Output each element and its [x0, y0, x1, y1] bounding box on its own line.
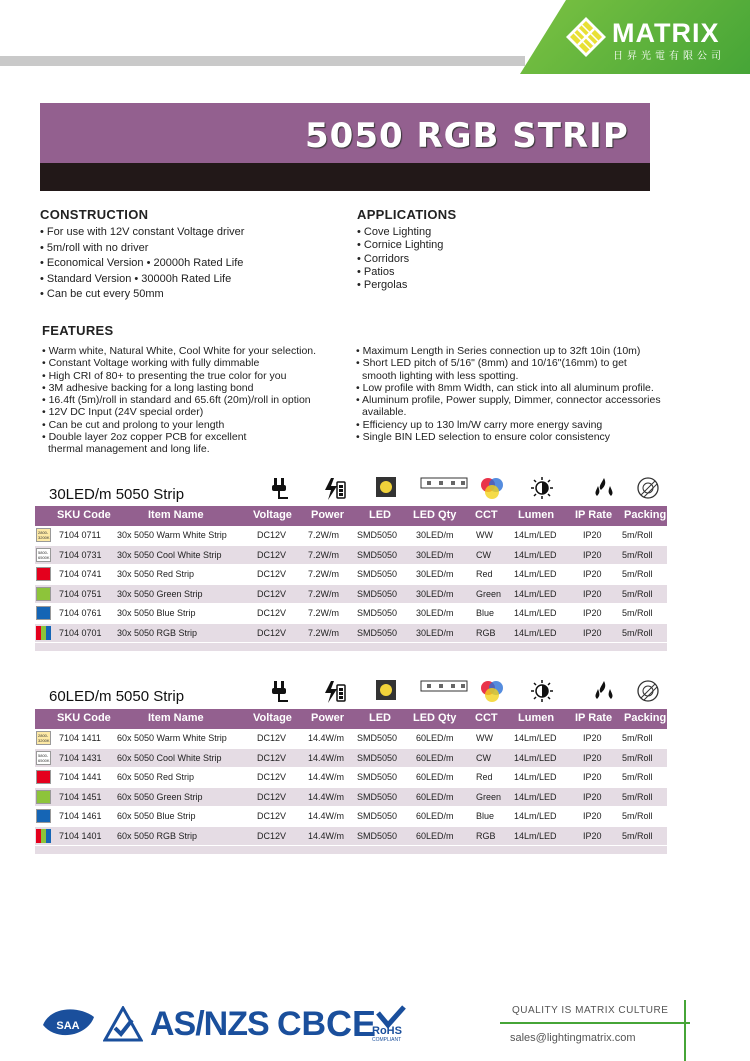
column-header: Voltage — [253, 509, 292, 521]
column-header: Power — [311, 509, 345, 521]
cell-cct: WW — [476, 530, 493, 540]
cell-ip: IP20 — [583, 733, 602, 743]
table-row — [35, 827, 667, 847]
cell-ip: IP20 — [583, 530, 602, 540]
cell-pack: 5m/Roll — [622, 588, 653, 599]
cell-name: 60x 5050 Warm White Strip — [117, 733, 227, 743]
swatch-label: 5800-6500K — [38, 549, 50, 560]
cell-led: SMD5050 — [357, 772, 398, 782]
cell-ip: IP20 — [583, 752, 602, 763]
table-row — [35, 749, 667, 769]
feature-item: • 12V DC Input (24V special order) — [42, 406, 316, 418]
cell-pack: 5m/Roll — [622, 530, 653, 540]
applications-list — [357, 226, 443, 292]
cell-name: 60x 5050 Blue Strip — [117, 811, 196, 821]
cell-cct: RGB — [476, 627, 496, 638]
feature-item: • Warm white, Natural White, Cool White for your selection. — [42, 345, 316, 357]
spec-table-60 — [35, 709, 667, 854]
cell-lumen: 14Lm/LED — [514, 627, 557, 638]
ce-mark: CE — [326, 1003, 377, 1044]
color-swatch — [36, 587, 51, 601]
cell-lumen: 14Lm/LED — [514, 569, 557, 579]
feature-item: • Maximum Length in Series connection up to 32ft 10in (10m) — [356, 345, 661, 357]
packing-reel-icon — [636, 476, 660, 505]
cell-cct: Green — [476, 791, 502, 802]
cell-cct: Red — [476, 772, 493, 782]
color-swatch — [36, 751, 51, 765]
cell-ip: IP20 — [583, 588, 602, 599]
column-header: Lumen — [518, 509, 555, 521]
applications-item: • Cove Lighting — [357, 226, 443, 239]
table-footer — [35, 846, 667, 854]
cell-sku: 7104 0701 — [59, 627, 102, 638]
rgb-color-icon — [480, 476, 504, 505]
cell-voltage: DC12V — [257, 733, 287, 743]
column-header: LED — [369, 712, 391, 724]
feature-item: smooth lighting with less spotting. — [362, 369, 519, 382]
asnzs-mark: AS/NZS — [150, 1005, 269, 1043]
cell-qty: 30LED/m — [416, 627, 454, 638]
color-swatch — [36, 731, 51, 745]
feature-item: • Single BIN LED selection to ensure color consistency — [356, 431, 661, 443]
construction-heading: CONSTRUCTION — [40, 207, 149, 222]
construction-item: • Economical Version • 20000h Rated Life — [40, 256, 244, 272]
swatch-label: 2800-3200K — [38, 530, 50, 540]
column-header: LED Qty — [413, 509, 457, 521]
cell-led: SMD5050 — [357, 549, 398, 560]
features-heading: FEATURES — [42, 323, 114, 338]
cell-led: SMD5050 — [357, 811, 398, 821]
cell-power: 7.2W/m — [308, 627, 340, 638]
color-swatch — [36, 548, 51, 562]
feature-item: • Aluminum profile, Power supply, Dimmer, connector accessories — [356, 394, 661, 406]
cell-voltage: DC12V — [257, 752, 287, 763]
feature-item: thermal management and long life. — [48, 443, 210, 456]
cell-ip: IP20 — [583, 772, 602, 782]
feature-item: available. — [362, 406, 407, 419]
construction-item: • Standard Version • 30000h Rated Life — [40, 272, 244, 288]
cell-ip: IP20 — [583, 791, 602, 802]
cell-lumen: 14Lm/LED — [514, 608, 557, 618]
cell-cct: WW — [476, 733, 493, 743]
led-chip-icon — [375, 679, 397, 706]
cell-cct: Green — [476, 588, 502, 599]
cell-ip: IP20 — [583, 830, 602, 841]
lumen-sun-icon — [530, 476, 554, 505]
cell-pack: 5m/Roll — [622, 752, 653, 763]
packing-reel-icon — [636, 679, 660, 708]
ip-waterdrop-icon — [592, 679, 616, 708]
features-right-list — [356, 345, 661, 443]
cell-name: 30x 5050 Red Strip — [117, 569, 195, 579]
features-left-list — [42, 345, 316, 456]
cell-sku: 7104 0751 — [59, 588, 102, 599]
cell-lumen: 14Lm/LED — [514, 772, 557, 782]
cell-sku: 7104 1461 — [59, 811, 102, 821]
cell-name: 30x 5050 Green Strip — [117, 588, 203, 599]
cell-power: 14.4W/m — [308, 811, 345, 821]
table-30-title: 30LED/m 5050 Strip — [49, 486, 185, 503]
feature-item: • Short LED pitch of 5/16" (8mm) and 10/16"(16mm) to get — [356, 357, 661, 369]
cell-ip: IP20 — [583, 569, 602, 579]
column-header: LED Qty — [413, 712, 457, 724]
cell-led: SMD5050 — [357, 569, 398, 579]
color-swatch — [36, 528, 51, 542]
footer-divider — [500, 1022, 690, 1024]
cell-qty: 60LED/m — [416, 791, 454, 802]
cell-voltage: DC12V — [257, 569, 287, 579]
spec-table-30 — [35, 506, 667, 651]
color-swatch — [36, 809, 51, 823]
table-row — [35, 604, 667, 624]
cell-pack: 5m/Roll — [622, 772, 653, 782]
cell-pack: 5m/Roll — [622, 811, 653, 821]
cell-power: 14.4W/m — [308, 791, 345, 802]
cell-sku: 7104 1441 — [59, 772, 102, 782]
cell-name: 60x 5050 RGB Strip — [117, 830, 198, 841]
cell-power: 7.2W/m — [308, 530, 340, 540]
cell-voltage: DC12V — [257, 830, 287, 841]
cell-name: 30x 5050 RGB Strip — [117, 627, 198, 638]
cell-ip: IP20 — [583, 627, 602, 638]
cell-qty: 60LED/m — [416, 752, 454, 763]
column-header: Lumen — [518, 712, 555, 724]
cell-ip: IP20 — [583, 811, 602, 821]
cell-voltage: DC12V — [257, 549, 287, 560]
column-header: Packing — [624, 712, 667, 724]
matrix-logo-icon — [565, 16, 607, 58]
cell-cct: CW — [476, 752, 491, 763]
cell-pack: 5m/Roll — [622, 791, 653, 802]
cell-led: SMD5050 — [357, 791, 398, 802]
cell-name: 60x 5050 Green Strip — [117, 791, 203, 802]
cell-ip: IP20 — [583, 608, 602, 618]
applications-item: • Corridors — [357, 253, 443, 266]
rcm-tick-icon — [103, 1006, 143, 1042]
cell-lumen: 14Lm/LED — [514, 811, 557, 821]
construction-list — [40, 225, 244, 303]
cell-voltage: DC12V — [257, 811, 287, 821]
cell-lumen: 14Lm/LED — [514, 549, 557, 560]
construction-item: • 5m/roll with no driver — [40, 241, 244, 257]
cell-sku: 7104 0711 — [59, 530, 101, 540]
feature-item: • High CRI of 80+ to presenting the true color for you — [42, 370, 316, 382]
cell-led: SMD5050 — [357, 627, 398, 638]
table-row — [35, 807, 667, 827]
feature-item: • 16.4ft (5m)/roll in standard and 65.6ft (20m)/roll in option — [42, 394, 316, 406]
cell-led: SMD5050 — [357, 830, 398, 841]
column-header: IP Rate — [575, 712, 613, 724]
cell-pack: 5m/Roll — [622, 569, 653, 579]
table-60-title: 60LED/m 5050 Strip — [49, 688, 185, 705]
cell-power: 14.4W/m — [308, 772, 345, 782]
cell-led: SMD5050 — [357, 608, 398, 618]
cell-cct: Blue — [476, 811, 495, 821]
feature-item: • 3M adhesive backing for a long lasting bond — [42, 382, 316, 394]
rgb-color-icon — [480, 679, 504, 708]
ip-waterdrop-icon — [592, 476, 616, 505]
cell-voltage: DC12V — [257, 608, 287, 618]
construction-item: • For use with 12V constant Voltage driver — [40, 225, 244, 241]
feature-item: • Efficiency up to 130 lm/W carry more energy saving — [356, 419, 661, 431]
cell-qty: 30LED/m — [416, 530, 454, 540]
cell-qty: 60LED/m — [416, 830, 454, 841]
page-title: 5050 RGB STRIP — [305, 116, 629, 156]
cell-led: SMD5050 — [357, 752, 398, 763]
table-row — [35, 788, 667, 808]
saa-logo-icon — [38, 1005, 98, 1043]
cell-cct: CW — [476, 549, 491, 560]
applications-item: • Pergolas — [357, 279, 443, 292]
cell-power: 14.4W/m — [308, 752, 345, 763]
color-swatch — [36, 606, 51, 620]
cb-mark: CB — [277, 1005, 327, 1043]
cell-pack: 5m/Roll — [622, 627, 653, 638]
cell-sku: 7104 1451 — [59, 791, 102, 802]
cell-cct: RGB — [476, 830, 496, 841]
cell-pack: 5m/Roll — [622, 549, 653, 560]
led-strip-icon — [420, 476, 468, 494]
power-battery-icon — [321, 476, 347, 507]
feature-item: • Constant Voltage working with fully dimmable — [42, 357, 316, 369]
cell-lumen: 14Lm/LED — [514, 752, 557, 763]
cell-lumen: 14Lm/LED — [514, 588, 557, 599]
table-row — [35, 546, 667, 566]
cell-ip: IP20 — [583, 549, 602, 560]
column-header: IP Rate — [575, 509, 613, 521]
feature-item: • Can be cut and prolong to your length — [42, 419, 316, 431]
column-header: Power — [311, 712, 345, 724]
cell-lumen: 14Lm/LED — [514, 733, 557, 743]
led-strip-icon — [420, 679, 468, 697]
column-header: SKU Code — [57, 712, 111, 724]
cell-qty: 60LED/m — [416, 733, 454, 743]
table-row — [35, 729, 667, 749]
table-header — [35, 506, 667, 526]
color-swatch — [36, 626, 51, 640]
table-header — [35, 709, 667, 729]
footer-vertical-divider — [684, 1000, 686, 1061]
color-swatch — [36, 567, 51, 581]
table-row — [35, 624, 667, 644]
cell-pack: 5m/Roll — [622, 608, 653, 618]
table-footer — [35, 643, 667, 651]
cell-qty: 30LED/m — [416, 608, 454, 618]
cell-voltage: DC12V — [257, 530, 287, 540]
color-swatch — [36, 790, 51, 804]
color-swatch — [36, 770, 51, 784]
cell-lumen: 14Lm/LED — [514, 791, 557, 802]
saa-text: SAA — [56, 1020, 80, 1032]
color-swatch — [36, 829, 51, 843]
table-row — [35, 526, 667, 546]
column-header: Item Name — [148, 712, 204, 724]
title-banner-dark-band — [40, 163, 650, 191]
table-row — [35, 585, 667, 605]
applications-item: • Patios — [357, 266, 443, 279]
cell-voltage: DC12V — [257, 627, 287, 638]
column-header: Packing — [624, 509, 667, 521]
cell-voltage: DC12V — [257, 588, 287, 599]
lumen-sun-icon — [530, 679, 554, 708]
cell-power: 7.2W/m — [308, 569, 340, 579]
cell-name: 30x 5050 Cool White Strip — [117, 549, 222, 560]
cell-power: 7.2W/m — [308, 608, 340, 618]
cell-qty: 30LED/m — [416, 569, 454, 579]
cell-voltage: DC12V — [257, 791, 287, 802]
table-row — [35, 768, 667, 788]
cell-qty: 60LED/m — [416, 811, 454, 821]
plug-icon — [268, 679, 290, 710]
cell-sku: 7104 1401 — [59, 830, 102, 841]
cell-name: 60x 5050 Red Strip — [117, 772, 195, 782]
feature-item: • Double layer 2oz copper PCB for excellent — [42, 431, 316, 443]
column-header: Voltage — [253, 712, 292, 724]
footer-slogan: QUALITY IS MATRIX CULTURE — [512, 1005, 669, 1016]
led-chip-icon — [375, 476, 397, 503]
cell-pack: 5m/Roll — [622, 830, 653, 841]
cell-pack: 5m/Roll — [622, 733, 653, 743]
cell-qty: 60LED/m — [416, 772, 454, 782]
column-header: CCT — [475, 712, 498, 724]
rohs-compliant: COMPLIANT — [372, 1037, 402, 1043]
swatch-label: 5800-6500K — [38, 752, 50, 763]
column-header: Item Name — [148, 509, 204, 521]
cell-power: 14.4W/m — [308, 733, 345, 743]
table-row — [35, 565, 667, 585]
logo-wordmark: MATRIX — [612, 18, 720, 48]
construction-item: • Can be cut every 50mm — [40, 287, 244, 303]
applications-heading: APPLICATIONS — [357, 207, 457, 222]
cell-lumen: 14Lm/LED — [514, 830, 557, 841]
column-header: LED — [369, 509, 391, 521]
cell-led: SMD5050 — [357, 588, 398, 599]
header-gray-bar — [0, 56, 525, 66]
cell-qty: 30LED/m — [416, 549, 454, 560]
cell-voltage: DC12V — [257, 772, 287, 782]
cell-power: 14.4W/m — [308, 830, 345, 841]
cell-led: SMD5050 — [357, 733, 398, 743]
cell-sku: 7104 1411 — [59, 733, 101, 743]
cell-led: SMD5050 — [357, 530, 398, 540]
cell-cct: Blue — [476, 608, 495, 618]
cell-cct: Red — [476, 569, 493, 579]
cell-qty: 30LED/m — [416, 588, 454, 599]
feature-item: • Low profile with 8mm Width, can stick into all aluminum profile. — [356, 382, 661, 394]
cell-lumen: 14Lm/LED — [514, 530, 557, 540]
rohs-label: RoHS — [372, 1025, 402, 1037]
cell-power: 7.2W/m — [308, 549, 340, 560]
cell-sku: 7104 0731 — [59, 549, 102, 560]
applications-item: • Cornice Lighting — [357, 239, 443, 252]
plug-icon — [268, 476, 290, 507]
power-battery-icon — [321, 679, 347, 710]
cell-power: 7.2W/m — [308, 588, 340, 599]
cell-name: 30x 5050 Warm White Strip — [117, 530, 227, 540]
logo-subtitle: 日昇光電有限公司 — [613, 51, 725, 62]
cell-name: 60x 5050 Cool White Strip — [117, 752, 222, 763]
footer-email[interactable]: sales@lightingmatrix.com — [510, 1032, 636, 1044]
column-header: SKU Code — [57, 509, 111, 521]
cell-sku: 7104 0741 — [59, 569, 102, 579]
column-header: CCT — [475, 509, 498, 521]
cell-name: 30x 5050 Blue Strip — [117, 608, 196, 618]
cell-sku: 7104 1431 — [59, 752, 102, 763]
swatch-label: 2800-3200K — [38, 733, 50, 743]
cell-sku: 7104 0761 — [59, 608, 102, 618]
